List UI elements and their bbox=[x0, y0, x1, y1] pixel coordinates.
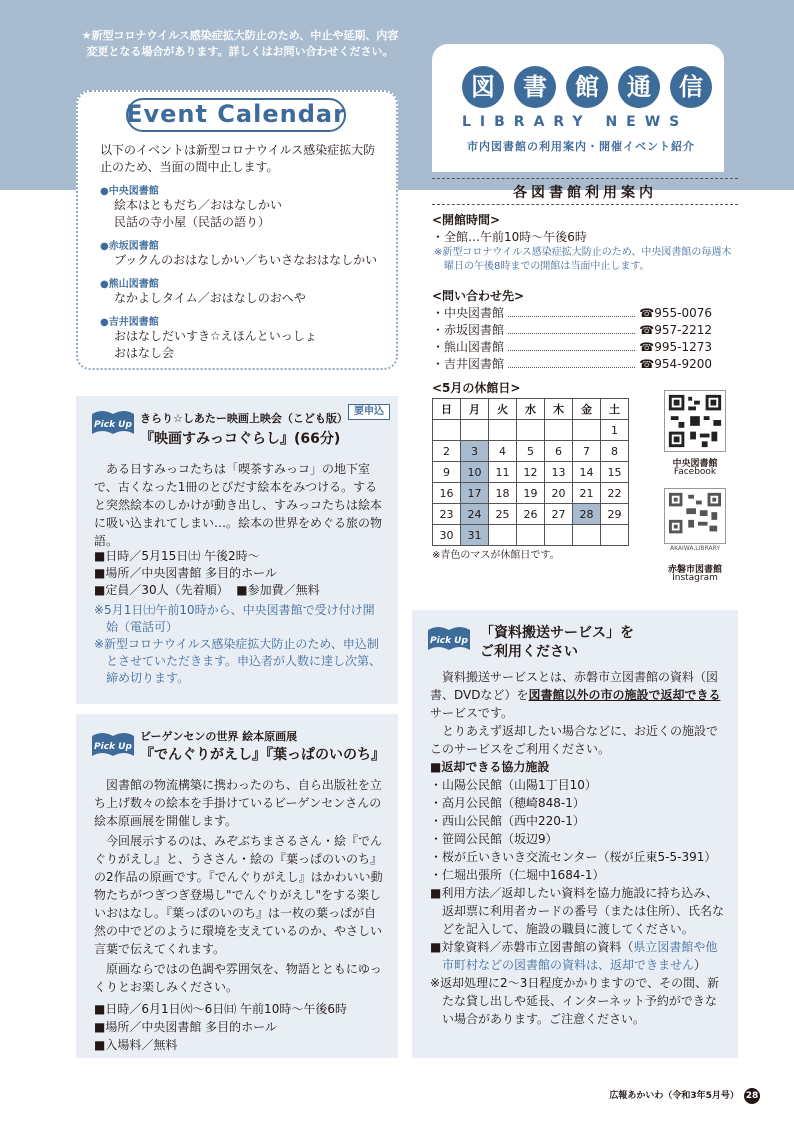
calendar-day: 20 bbox=[545, 483, 573, 504]
instagram-qr-code bbox=[664, 488, 726, 544]
weekday-header: 水 bbox=[517, 399, 545, 420]
exhibit-place: ■場所／中央図書館 多目的ホール bbox=[94, 1020, 277, 1034]
movie-title: 『映画すみっコぐらし』(66分) bbox=[140, 431, 341, 447]
contact-row: ・吉井図書館 ☎954-9200 bbox=[432, 357, 712, 371]
calendar-day bbox=[573, 525, 601, 546]
facebook-qr-code bbox=[664, 390, 726, 452]
calendar-day bbox=[517, 420, 545, 441]
svg-text:Pick Up: Pick Up bbox=[94, 742, 132, 752]
movie-place: ■場所／中央図書館 多目的ホール bbox=[94, 566, 277, 580]
pickup-book-icon bbox=[90, 408, 136, 438]
transport-paragraph: とりあえず返却したい場合などに、お近くの施設でこのサービスをご利用ください。 bbox=[430, 724, 719, 756]
calendar-day: 31 bbox=[461, 525, 489, 546]
movie-subtitle: きらり☆しあたー映画上映会（こども版） bbox=[140, 412, 348, 425]
calendar-day bbox=[489, 420, 517, 441]
instagram-qr-label: 赤磐市図書館 bbox=[667, 565, 722, 575]
weekday-header: 月 bbox=[461, 399, 489, 420]
guide-top-rule bbox=[432, 178, 738, 179]
event-item: なかよしタイム／おはなしのおへや bbox=[114, 291, 306, 305]
masthead-subtitle: 市内図書館の利用案内・開催イベント紹介 bbox=[467, 140, 695, 153]
facebook-qr-label: 中央図書館 bbox=[672, 459, 718, 469]
calendar-day: 23 bbox=[433, 504, 461, 525]
movie-description: ある日すみっコたちは「喫茶すみっコ」の地下室で、古くなった1冊のとびだす絵本をみつける。すると突然絵本のしかけが動き出し、すみっコたちは絵本に吸い込まれてしまい…。絵本の世界をめぐる旅の物語。 bbox=[94, 462, 383, 548]
pickup-book-icon bbox=[426, 624, 472, 654]
movie-details bbox=[94, 548, 386, 687]
calendar-day: 21 bbox=[573, 483, 601, 504]
transport-intro: 資料搬送サービスとは、赤磐市立図書館の資料（図書、DVDなど）を図書館以外の市の施設で返却できるサービスです。 bbox=[430, 670, 721, 720]
contact-row: ・中央図書館 ☎955-0076 bbox=[432, 306, 712, 320]
svg-text:Pick Up: Pick Up bbox=[94, 420, 132, 430]
calendar-day: 27 bbox=[545, 504, 573, 525]
movie-note-reception: ※5月1日㈯午前10時から、中央図書館で受け付け開始（電話可） bbox=[94, 603, 375, 634]
svg-text:Pick Up: Pick Up bbox=[430, 636, 468, 646]
calendar-day: 6 bbox=[545, 441, 573, 462]
contact-label: <問い合わせ先> bbox=[432, 289, 525, 303]
weekday-header: 金 bbox=[573, 399, 601, 420]
calendar-day: 22 bbox=[601, 483, 629, 504]
movie-date: ■日時／5月15日㈯ 午後2時～ bbox=[94, 549, 260, 563]
calendar-day: 10 bbox=[461, 462, 489, 483]
calendar-day bbox=[433, 420, 461, 441]
calendar-day bbox=[601, 525, 629, 546]
calendar-day: 24 bbox=[461, 504, 489, 525]
hours-text: ・全館…午前10時～午後6時 bbox=[432, 230, 587, 244]
event-calendar-title: Event Calendar bbox=[126, 100, 346, 128]
notice-text: ★新型コロナウイルス感染症拡大防止のため、中止や延期、内容変更となる場合があります。詳しくはお問い合わせください。 bbox=[81, 29, 399, 58]
library-name: ●吉井図書館 bbox=[100, 317, 159, 328]
calendar-day: 30 bbox=[433, 525, 461, 546]
exhibit-paragraph: 今回展示するのは、みぞぶちまさるさん・絵『でんぐりがえし』と、うささん・絵の『葉っぱのいのち』の2作品の原画です。『でんぐりがえし』はかわいい動物たちがつぎつぎ登場し"でんぐりがえし"をする楽しいおはなし。『葉っぱのいのち』は一枚の葉っぱが自然の中でどのように環境を支えているのか、やさしい言葉で伝えてくれます。 bbox=[94, 834, 383, 956]
pickup-book-icon bbox=[90, 730, 136, 760]
calendar-day: 5 bbox=[517, 441, 545, 462]
library-news-heading: LIBRARY NEWS bbox=[462, 114, 689, 130]
calendar-day: 16 bbox=[433, 483, 461, 504]
calendar-day: 3 bbox=[461, 441, 489, 462]
transport-title-line: ご利用ください bbox=[480, 644, 578, 660]
exhibit-paragraph: 図書館の物流構築に携わったのち、自ら出版社を立ち上げ数々の絵本を手掛けているビーゲンセンさんの絵本原画展を開催します。 bbox=[94, 778, 382, 828]
transport-body bbox=[430, 668, 726, 1028]
calendar-day: 15 bbox=[601, 462, 629, 483]
calendar-day bbox=[489, 525, 517, 546]
calendar-day: 12 bbox=[517, 462, 545, 483]
event-item: おはなし会 bbox=[114, 346, 175, 360]
calendar-day: 8 bbox=[601, 441, 629, 462]
calendar-day: 2 bbox=[433, 441, 461, 462]
calendar-day: 9 bbox=[433, 462, 461, 483]
target-materials: ■対象資料／赤磐市立図書館の資料（県立図書館や他市町村などの図書館の資料は、返却できません） bbox=[430, 940, 718, 972]
exhibit-body bbox=[94, 776, 386, 1054]
hours-label: <開館時間> bbox=[432, 213, 501, 227]
calendar-day: 14 bbox=[573, 462, 601, 483]
transport-title-line: 「資料搬送サービス」を bbox=[480, 625, 634, 641]
title-kanji: 館 bbox=[566, 66, 608, 108]
event-item: ブックんのおはなしかい／ちいさなおはなしかい bbox=[114, 253, 378, 267]
masthead-title bbox=[462, 66, 712, 108]
calendar-day: 4 bbox=[489, 441, 517, 462]
event-item: おはなしだいすき☆えほんといっしょ bbox=[114, 329, 317, 343]
calendar-day bbox=[461, 420, 489, 441]
facility-item: ・笹岡公民館（坂辺9） bbox=[430, 832, 558, 846]
library-name: ●中央図書館 bbox=[100, 186, 159, 197]
calendar-day bbox=[545, 420, 573, 441]
weekday-header: 日 bbox=[433, 399, 461, 420]
facility-item: ・西山公民館（西中220-1） bbox=[430, 814, 585, 828]
calendar-day bbox=[517, 525, 545, 546]
calendar-day: 26 bbox=[517, 504, 545, 525]
closed-days-note: ※青色のマスが休館日です。 bbox=[432, 550, 560, 561]
weekday-header: 土 bbox=[601, 399, 629, 420]
title-kanji: 書 bbox=[514, 66, 556, 108]
exhibit-subtitle: ビーゲンセンの世界 絵本原画展 bbox=[140, 730, 298, 743]
footer-text: 広報あかいわ（令和3年5月号） bbox=[609, 1091, 739, 1101]
calendar-day: 17 bbox=[461, 483, 489, 504]
transport-note: ※返却処理に2～3日程度かかりますので、その間、新たな貸し出しや延長、インターネット予約ができない場合があります。ご注意ください。 bbox=[430, 976, 720, 1026]
contact-section bbox=[432, 288, 712, 373]
facility-item: ・山陽公民館（山陽1丁目10） bbox=[430, 778, 597, 792]
hours-section bbox=[432, 212, 738, 274]
exhibit-paragraph: 原画ならではの色調や雰囲気を、物語とともにゆっくりとお楽しみください。 bbox=[94, 962, 382, 994]
title-kanji: 通 bbox=[618, 66, 660, 108]
library-name: ●赤坂図書館 bbox=[100, 241, 159, 252]
facility-item: ・桜が丘いきいき交流センター（桜が丘東5-5-391） bbox=[430, 850, 717, 864]
footer bbox=[560, 1088, 760, 1104]
exhibit-fee: ■入場料／無料 bbox=[94, 1038, 178, 1052]
usage-text: ■利用方法／返却したい資料を協力施設に持ち込み、返却票に利用者カードの番号（または住所）、氏名などを記入して、施設の職員に渡してください。 bbox=[430, 886, 725, 936]
weekday-header: 木 bbox=[545, 399, 573, 420]
calendar-day: 25 bbox=[489, 504, 517, 525]
calendar-day: 7 bbox=[573, 441, 601, 462]
calendar-day: 29 bbox=[601, 504, 629, 525]
movie-capacity-fee: ■定員／30人（先着順） ■参加費／無料 bbox=[94, 583, 320, 597]
event-library-list bbox=[100, 182, 390, 362]
calendar-day: 18 bbox=[489, 483, 517, 504]
calendar-day: 11 bbox=[489, 462, 517, 483]
exhibit-title: 『でんぐりがえし』『葉っぱのいのち』 bbox=[140, 747, 385, 763]
reservation-required-badge: 要申込 bbox=[348, 404, 390, 420]
calendar-day bbox=[573, 420, 601, 441]
movie-note-covid: ※新型コロナウイルス感染症拡大防止のため、申込制とさせていただきます。申込者が人数に達し次第、締め切ります。 bbox=[94, 637, 382, 685]
instagram-qr-caption: AKAIWA.LIBRARY bbox=[669, 545, 721, 552]
facebook-qr-sublabel: Facebook bbox=[673, 467, 717, 477]
calendar-day: 28 bbox=[573, 504, 601, 525]
transport-title bbox=[480, 624, 730, 662]
guide-bottom-rule bbox=[432, 204, 738, 205]
guide-title: 各図書館利用案内 bbox=[513, 185, 657, 201]
closed-days-calendar bbox=[432, 398, 629, 546]
title-kanji: 図 bbox=[462, 66, 504, 108]
contact-row: ・赤坂図書館 ☎957-2212 bbox=[432, 323, 712, 337]
exhibit-date: ■日時／6月1日㈫～6日㈰ 午前10時～午後6時 bbox=[94, 1002, 347, 1016]
page-number: 28 bbox=[744, 1088, 760, 1104]
event-item: 絵本はともだち／おはなしかい bbox=[114, 198, 283, 212]
calendar-day: 13 bbox=[545, 462, 573, 483]
calendar-day: 19 bbox=[517, 483, 545, 504]
contact-row: ・熊山図書館 ☎995-1273 bbox=[432, 340, 712, 354]
facility-item: ・仁堀出張所（仁堀中1684-1） bbox=[430, 868, 605, 882]
title-kanji: 信 bbox=[670, 66, 712, 108]
calendar-day bbox=[545, 525, 573, 546]
library-name: ●熊山図書館 bbox=[100, 279, 159, 290]
facilities-label: ■返却できる協力施設 bbox=[430, 760, 550, 774]
facility-item: ・高月公民館（穂崎848-1） bbox=[430, 796, 585, 810]
calendar-day: 1 bbox=[601, 420, 629, 441]
instagram-qr-sublabel: Instagram bbox=[672, 573, 718, 583]
event-item: 民話の寺小屋（民話の語り） bbox=[114, 215, 271, 229]
hours-note: ※新型コロナウイルス感染症拡大防止のため、中央図書館の毎週木曜日の午後8時までの開館は当面中止します。 bbox=[434, 247, 732, 272]
weekday-header: 火 bbox=[489, 399, 517, 420]
closed-days-label: <5月の休館日> bbox=[432, 381, 521, 395]
event-calendar-intro: 以下のイベントは新型コロナウイルス感染症拡大防止のため、当面の間中止します。 bbox=[100, 143, 376, 174]
